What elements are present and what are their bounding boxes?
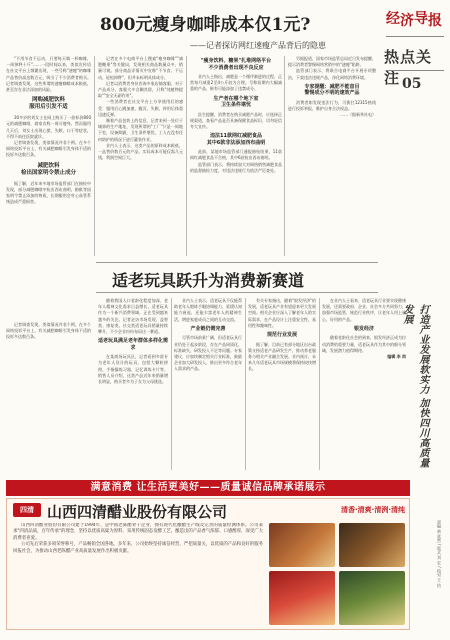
paragraph: 尽管市场前景广阔，但适老玩具行业仍处于起步阶段，存在产品同质化、标准缺失、研发投入不足等问题。专家建议，应加快制定相关行业标准，鼓励企业加大研发投入，推出更多符合老年人需求的产品。 bbox=[174, 335, 242, 372]
paragraph: ……（据新华社电） bbox=[340, 112, 376, 118]
page-number: 05 bbox=[402, 76, 422, 92]
side-footer: 责编 黄 欣然 / 版式 刘 宏 / 校对 王 怡 bbox=[437, 520, 442, 588]
col-rule bbox=[94, 56, 95, 256]
subhead: "瘦身饮料、糖果"扎堆网络平台 不少消费者出现不良反应 bbox=[200, 58, 272, 71]
masthead-rule bbox=[386, 36, 444, 37]
paragraph: 山西四清醋业股份有限公司建于1994年，是中国老陈醋骨干企业，拥有现代化酿醋生产线及完善的质量检测体系。公司秉承"四清品质，百年传承"的理念，坚持以优质高粱为原料，采用传统固态发酵工艺，酿造出的产品香气浓郁、口感醇厚，深受广大消费者喜爱。 bbox=[13, 523, 263, 541]
col-rule bbox=[171, 298, 172, 470]
col-rule bbox=[245, 298, 246, 470]
paragraph: 监管部门表示，将持续加大对网络销售减肥食品的监督抽检力度，对违法违规行为依法严厉查处。 bbox=[190, 161, 282, 173]
paragraph: 记者调查发现，类似情况并非个例。在多个网络投诉平台上，有关减肥咖啡引发身体不适的投诉多达数百条。 bbox=[6, 322, 91, 340]
ad-body bbox=[13, 523, 263, 627]
product-photo bbox=[339, 571, 405, 625]
section-divider bbox=[96, 292, 378, 293]
brand-char-4: 报 bbox=[428, 13, 442, 29]
subhead: 违法11款网红减肥食品 其中6款非法添加西布曲明 bbox=[206, 133, 266, 146]
col-rule bbox=[186, 56, 187, 256]
paragraph: 随着老龄化社会的到来，银发经济正成为拉动消费的重要力量，适老玩具作为其中的细分领域，发展潜力值得期待。 bbox=[322, 335, 406, 353]
subhead: 规范行业发展 bbox=[266, 332, 297, 339]
subhead: 产业链仍需完善 bbox=[190, 325, 226, 332]
paragraph: 记者以消费者身份咨询多家店铺客服，对于产品成分，客服大多含糊其辞，只称"纯植物提取""安全无副作用"。 bbox=[98, 80, 183, 99]
article2-column-1 bbox=[98, 298, 168, 470]
paragraph: 监管部门表示，将联合电商平台开展专项整治，下架违法违规产品，净化网络消费环境。 bbox=[288, 68, 376, 80]
article-column-3 bbox=[190, 56, 282, 256]
brand-char-2: 济 bbox=[400, 13, 414, 29]
section-divider bbox=[96, 262, 378, 263]
paragraph: 记者调查发现，类似情况并非个例。在多个网络投诉平台上，有关减肥咖啡引发身体不适的投诉多达数百条。 bbox=[6, 140, 91, 158]
article-footer: 编辑 李 同 bbox=[387, 353, 406, 359]
subhead: 银发经济 bbox=[353, 325, 374, 332]
main-headline: 800元瘦身咖啡成本仅1元? bbox=[100, 15, 311, 35]
ad-banner: 满意消费 让生活更美好——质量诚信品牌承诺展示 bbox=[6, 480, 410, 496]
paragraph: 记者在多个电商平台上搜索"瘦身咖啡""减肥糖果"等关键词，发现相关商品数量众多，销量可观。部分商品详情页中宣称"不节食、不运动、轻松掉秤"，但并未标明具体成分。 bbox=[98, 56, 183, 80]
article-column-2 bbox=[98, 56, 183, 256]
ad-inner bbox=[6, 498, 410, 630]
subhead: 专家提醒：减肥不能盲目 警惕成分不明的速效产品 bbox=[304, 83, 360, 97]
ad-block bbox=[6, 480, 410, 630]
subhead: 生产者在哪个地下室 卫生条件堪忧 bbox=[213, 95, 259, 109]
company-logo: 四清 bbox=[13, 503, 41, 517]
article2-column-2 bbox=[174, 298, 242, 470]
product-photo bbox=[269, 523, 335, 567]
subhead: 网购减肥饮料 服用后引发不适 bbox=[29, 97, 68, 111]
paragraph: 据了解，目前已有部分地区出台政策支持适老产品研发生产，推动养老服务与相关产业融合发展。业内预计，未来几年适老玩具市场规模将保持较快增长。 bbox=[248, 341, 316, 372]
paragraph: 顺着产品包装上的信息，记者来到一处位于城郊的生产地址，发现所谓的"工厂"只是一间地下室，设备简陋，卫生条件堪忧，工人在没有任何防护的情况下进行灌装作业。 bbox=[98, 118, 183, 142]
article2-left-column bbox=[6, 322, 91, 470]
subhead: 减肥饮料 检出国家明令禁止成分 bbox=[20, 162, 76, 176]
paragraph: 医生提醒，消费者在购买减肥产品时，应选择正规渠道，查看产品是否具备保健食品标识，切勿轻信夸大宣传。 bbox=[190, 111, 282, 130]
company-name: 山西四清醋业股份有限公司 bbox=[47, 503, 228, 521]
article-column-4 bbox=[288, 56, 376, 256]
masthead bbox=[380, 6, 446, 126]
masthead-brand bbox=[386, 6, 446, 32]
article2-column-3 bbox=[248, 298, 316, 470]
slogan-vertical: 打造产业发展软实力 加快四川高质量发展 bbox=[401, 304, 428, 468]
brand-char-3: 导 bbox=[414, 11, 428, 27]
product-photo bbox=[339, 523, 405, 567]
paragraph: 消费者如发现违法行为，可拨打12315热线进行投诉举报，维护自身合法权益。 bbox=[288, 99, 376, 112]
paragraph: 业内人士表示，这类产品的原料成本极低，一盒售价数百元的产品，实际成本可能仅需几元钱，利润空间巨大。 bbox=[98, 142, 183, 161]
intro-text: "不用节食不运动，只要每天喝一杯咖啡，一周掉秤十斤"……一段时间以来，类似宣传语在社交平台上频繁出现，一些号称"速瘦"的咖啡产品售价高达数百元，吸引了不少消费者购买。记者调查发现，这些所谓的速瘦咖啡成本极低，甚至存在非法添加的风险。 bbox=[6, 56, 91, 93]
masthead-rule-2 bbox=[386, 70, 444, 71]
article-column-1 bbox=[6, 56, 91, 318]
article2-column-4 bbox=[322, 298, 406, 470]
paragraph: 30多岁的刘女士在网上购买了一款标价800元的减肥咖啡，商家宣称一周可瘦身。然而服用几天后，刘女士出现心慌、失眠、口干等症状，不得不前往医院就诊。 bbox=[6, 115, 91, 139]
paragraph: 有关专家指出，随着"银发经济"的发展，适老玩具产业有望迎来更大发展空间。相关企业应深入了解老年人的实际需求，在产品设计上注重安全性、易用性和趣味性。 bbox=[248, 298, 316, 328]
ad-tagline: 清香·清爽·清洌·清纯 bbox=[341, 506, 405, 514]
paragraph: 此前，某地市场监管部门通报抽检结果，11款网红减肥食品不合格，其中6款检出西布曲明。 bbox=[190, 149, 282, 161]
paragraph: 业内人士表示，适老玩具不仅能帮助老年人锻炼手眼协调能力、延缓认知能力衰退，还能丰富老年人的精神生活，增进家庭成员之间的互动交流。 bbox=[174, 298, 242, 322]
paragraph: 在业内人士看来，适老玩具行业要实现健康发展，还需要政府、企业、社会多方共同努力，加强市场监管，规范行业秩序，让老年人用上放心、好用的产品。 bbox=[322, 298, 406, 322]
paragraph: 业内人士指出，减肥是一个循序渐进的过程，正常每月减重2至4公斤较为合理。号称短期内大幅减重的产品，极有可能添加了违禁成分。 bbox=[190, 74, 282, 92]
col-rule bbox=[284, 56, 285, 256]
second-headline: 适老玩具跃升为消费新赛道 bbox=[112, 271, 305, 290]
paragraph: 随着我国人口老龄化程度加深，老年人精神文化需求日益增长，适老玩具作为一个新兴消费领域，正在受到越来越多的关注。记者走访市场发现，益智类、康复类、社交类适老玩具销量持续攀升，不少企业纷纷布局这一赛道。 bbox=[98, 298, 168, 335]
paragraph: 另据报道，国家市场监管总局近日发布提醒，提示消费者警惕网络营销中的"速瘦"陷阱。 bbox=[288, 56, 376, 68]
section-title: 热点关注 bbox=[384, 48, 433, 87]
paragraph: 一些消费者在社交平台上分享使用后的感受：服用后心跳加速、腹泻、失眠，停用后体重迅速反弹。 bbox=[98, 99, 183, 117]
paragraph: 据了解，近年来多地市场监管部门在抽检中发现，部分减肥咖啡中检出西布曲明、酚酞等国家明令禁止添加的物质，长期服用会对心血管系统造成严重损害。 bbox=[6, 180, 91, 205]
paragraph: 在某商场玩具区，记者看到多款专为老年人设计的玩具，包括大颗粒拼图、手指操练习器、记忆训练卡片等。销售人员介绍，这类产品近年来销量增长明显，购买者多为子女为父母挑选。 bbox=[98, 354, 168, 385]
main-subheadline: ——记者探访网红速瘦产品背后的隐患 bbox=[190, 41, 326, 50]
col-rule bbox=[319, 298, 320, 470]
brand-char-1: 经 bbox=[386, 11, 400, 27]
paragraph: 公司先后荣获多项荣誉称号，产品畅销全国各地。多年来，公司始终坚持诚信经营，严把质量关，以优质的产品和良好的服务回报社会，为推动山西老陈醋产业高质量发展作出积极贡献。 bbox=[13, 542, 263, 554]
product-photo bbox=[269, 571, 335, 625]
subhead: 适老玩具满足老年群体多样化需求 bbox=[98, 338, 168, 351]
